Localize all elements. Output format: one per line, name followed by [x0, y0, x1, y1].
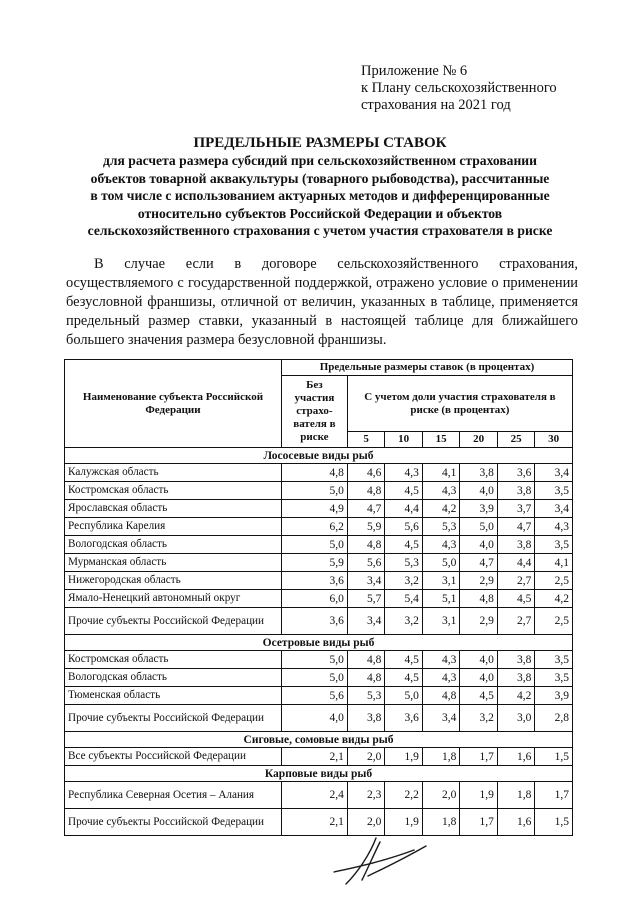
rate-value: 4,5 — [385, 669, 423, 687]
rate-base: 5,0 — [281, 536, 347, 554]
rate-value: 4,2 — [497, 687, 535, 705]
subtitle-line: объектов товарной аквакультуры (товарного рыбоводства), рассчитанные — [90, 170, 550, 186]
rate-value: 2,0 — [422, 782, 460, 809]
rate-value: 1,8 — [497, 782, 535, 809]
rate-value: 4,7 — [347, 500, 385, 518]
rate-value: 3,1 — [422, 572, 460, 590]
rate-value: 5,0 — [460, 518, 498, 536]
rate-value: 5,4 — [385, 590, 423, 608]
table-row — [65, 554, 573, 572]
rate-value: 4,4 — [497, 554, 535, 572]
rate-value: 4,8 — [347, 482, 385, 500]
subtitle-line: сельскохозяйственного страхования с учетом участия страхователя в риске — [87, 223, 553, 239]
rate-value: 3,8 — [497, 669, 535, 687]
header-share-10: 10 — [385, 432, 423, 448]
section-row — [65, 448, 573, 464]
rate-base: 3,6 — [281, 572, 347, 590]
rate-base: 2,1 — [281, 809, 347, 836]
rate-base: 5,9 — [281, 554, 347, 572]
subject-name: Все субъекты Российской Федерации — [65, 748, 282, 766]
rate-value: 2,5 — [535, 608, 573, 635]
rate-value: 4,3 — [422, 536, 460, 554]
signature-image — [318, 832, 430, 892]
rate-value: 4,3 — [535, 518, 573, 536]
table-row — [65, 608, 573, 635]
rate-value: 3,8 — [497, 482, 535, 500]
table-row — [65, 482, 573, 500]
rate-value: 3,6 — [385, 705, 423, 732]
rate-value: 5,1 — [422, 590, 460, 608]
rate-value: 4,8 — [422, 687, 460, 705]
rates-table-body — [65, 448, 573, 836]
rate-value: 2,9 — [460, 608, 498, 635]
subject-name: Тюменская область — [65, 687, 282, 705]
table-row — [65, 536, 573, 554]
table-row — [65, 782, 573, 809]
rate-value: 2,9 — [460, 572, 498, 590]
rate-value: 3,5 — [535, 482, 573, 500]
rate-value: 5,3 — [347, 687, 385, 705]
rate-value: 3,8 — [497, 536, 535, 554]
rate-value: 4,8 — [347, 651, 385, 669]
rate-value: 3,9 — [460, 500, 498, 518]
rate-value: 4,0 — [460, 482, 498, 500]
subject-name: Костромская область — [65, 482, 282, 500]
table-row — [65, 687, 573, 705]
rate-value: 1,8 — [422, 809, 460, 836]
rate-value: 1,7 — [535, 782, 573, 809]
rate-value: 3,1 — [422, 608, 460, 635]
rate-value: 4,5 — [497, 590, 535, 608]
table-row — [65, 651, 573, 669]
header-share-group: С учетом доли участия страхователя в риске (в процентах) — [347, 376, 572, 432]
header-share-20: 20 — [460, 432, 498, 448]
rate-value: 4,2 — [535, 590, 573, 608]
document-title: ПРЕДЕЛЬНЫЕ РАЗМЕРЫ СТАВОК — [193, 135, 447, 151]
rate-value: 1,6 — [497, 809, 535, 836]
rate-value: 5,3 — [422, 518, 460, 536]
rate-value: 4,5 — [460, 687, 498, 705]
rate-value: 4,0 — [460, 651, 498, 669]
table-row — [65, 705, 573, 732]
rate-value: 4,8 — [460, 590, 498, 608]
rate-base: 2,1 — [281, 748, 347, 766]
subject-name: Республика Карелия — [65, 518, 282, 536]
rate-value: 2,7 — [497, 608, 535, 635]
rate-value: 3,6 — [497, 464, 535, 482]
rate-base: 3,6 — [281, 608, 347, 635]
rate-value: 4,8 — [347, 669, 385, 687]
rate-base: 5,0 — [281, 651, 347, 669]
rate-value: 2,3 — [347, 782, 385, 809]
rate-base: 6,2 — [281, 518, 347, 536]
rate-value: 4,3 — [422, 651, 460, 669]
table-row — [65, 518, 573, 536]
rate-value: 1,8 — [422, 748, 460, 766]
rate-value: 1,7 — [460, 809, 498, 836]
rate-value: 2,0 — [347, 809, 385, 836]
subtitle-line: в том числе с использованием актуарных методов и дифференцированные — [90, 188, 550, 204]
section-title: Сиговые, сомовые виды рыб — [65, 732, 573, 748]
rate-value: 4,0 — [460, 669, 498, 687]
subject-name: Прочие субъекты Российской Федерации — [65, 705, 282, 732]
rate-value: 3,7 — [497, 500, 535, 518]
header-share-5: 5 — [347, 432, 385, 448]
rate-base: 5,0 — [281, 669, 347, 687]
header-base-rate: Без участия страхо-вателя в риске — [281, 376, 347, 448]
rate-value: 5,6 — [385, 518, 423, 536]
table-row — [65, 669, 573, 687]
rates-table — [64, 359, 573, 836]
header-share-15: 15 — [422, 432, 460, 448]
section-title: Осетровые виды рыб — [65, 635, 573, 651]
rate-base: 2,4 — [281, 782, 347, 809]
rate-value: 5,7 — [347, 590, 385, 608]
document-subtitle — [40, 152, 600, 240]
subject-name: Мурманская область — [65, 554, 282, 572]
rate-value: 4,2 — [422, 500, 460, 518]
section-title: Лососевые виды рыб — [65, 448, 573, 464]
subtitle-line: относительно субъектов Российской Федерации и объектов — [137, 205, 503, 221]
rate-base: 4,8 — [281, 464, 347, 482]
rate-value: 1,9 — [385, 809, 423, 836]
subject-name: Республика Северная Осетия – Алания — [65, 782, 282, 809]
subject-name: Вологодская область — [65, 669, 282, 687]
subject-name: Прочие субъекты Российской Федерации — [65, 608, 282, 635]
rate-value: 3,8 — [347, 705, 385, 732]
rate-value: 2,2 — [385, 782, 423, 809]
rate-value: 4,1 — [535, 554, 573, 572]
rate-value: 4,0 — [460, 536, 498, 554]
rate-value: 5,0 — [422, 554, 460, 572]
subtitle-line: для расчета размера субсидий при сельскохозяйственном страховании — [103, 153, 537, 168]
table-row — [65, 590, 573, 608]
rate-value: 4,8 — [347, 536, 385, 554]
rate-value: 4,7 — [497, 518, 535, 536]
rate-value: 5,3 — [385, 554, 423, 572]
rate-value: 1,6 — [497, 748, 535, 766]
section-row — [65, 766, 573, 782]
appendix-line-3: страхования на 2021 год — [361, 97, 511, 113]
rate-value: 3,5 — [535, 669, 573, 687]
rate-value: 5,0 — [385, 687, 423, 705]
appendix-line-2: к Плану сельскохозяйственного — [361, 80, 557, 96]
subject-name: Нижегородская область — [65, 572, 282, 590]
table-row — [65, 500, 573, 518]
header-subject-name: Наименование субъекта Российской Федерации — [65, 360, 282, 448]
rate-base: 5,0 — [281, 482, 347, 500]
rate-base: 4,9 — [281, 500, 347, 518]
subject-name: Калужская область — [65, 464, 282, 482]
section-title: Карповые виды рыб — [65, 766, 573, 782]
rate-value: 4,3 — [422, 669, 460, 687]
rate-value: 3,2 — [385, 572, 423, 590]
rate-value: 5,6 — [347, 554, 385, 572]
rate-value: 4,5 — [385, 651, 423, 669]
rate-value: 4,3 — [422, 482, 460, 500]
rate-value: 2,7 — [497, 572, 535, 590]
header-share-30: 30 — [535, 432, 573, 448]
rate-value: 4,5 — [385, 482, 423, 500]
rate-base: 5,6 — [281, 687, 347, 705]
rate-value: 3,5 — [535, 651, 573, 669]
appendix-line-1: Приложение № 6 — [361, 63, 468, 79]
section-row — [65, 635, 573, 651]
header-rate-group: Предельные размеры ставок (в процентах) — [281, 360, 572, 376]
rate-value: 4,7 — [460, 554, 498, 572]
table-row — [65, 748, 573, 766]
rate-value: 1,9 — [460, 782, 498, 809]
rate-value: 1,5 — [535, 748, 573, 766]
appendix-note — [361, 63, 557, 114]
intro-paragraph — [66, 255, 578, 350]
subject-name: Вологодская область — [65, 536, 282, 554]
rate-base: 4,0 — [281, 705, 347, 732]
rate-value: 3,4 — [535, 464, 573, 482]
rate-value: 2,8 — [535, 705, 573, 732]
rate-value: 3,4 — [347, 572, 385, 590]
rate-value: 3,4 — [422, 705, 460, 732]
rate-value: 3,5 — [535, 536, 573, 554]
rate-value: 4,3 — [385, 464, 423, 482]
subject-name: Прочие субъекты Российской Федерации — [65, 809, 282, 836]
rate-base: 6,0 — [281, 590, 347, 608]
rate-value: 3,4 — [347, 608, 385, 635]
rate-value: 3,2 — [385, 608, 423, 635]
rate-value: 4,6 — [347, 464, 385, 482]
section-row — [65, 732, 573, 748]
rate-value: 3,2 — [460, 705, 498, 732]
rate-value: 4,4 — [385, 500, 423, 518]
rate-value: 3,4 — [535, 500, 573, 518]
rate-value: 3,9 — [535, 687, 573, 705]
intro-text: В случае если в договоре сельскохозяйственного страхования, осуществляемого с государственной поддержкой, отражено условие о применении безусловной франшизы, отличной от величин, указанных в таблице, применяется предельный размер ставки, указанный в настоящей таблице для ближайшего большего значения размера безусловной франшизы. — [66, 256, 578, 348]
rate-value: 1,9 — [385, 748, 423, 766]
table-row — [65, 464, 573, 482]
rate-value: 3,8 — [497, 651, 535, 669]
rate-value: 4,1 — [422, 464, 460, 482]
rate-value: 2,0 — [347, 748, 385, 766]
subject-name: Костромская область — [65, 651, 282, 669]
table-row — [65, 572, 573, 590]
header-share-25: 25 — [497, 432, 535, 448]
subject-name: Ямало-Ненецкий автономный округ — [65, 590, 282, 608]
rate-value: 5,9 — [347, 518, 385, 536]
subject-name: Ярославская область — [65, 500, 282, 518]
rate-value: 2,5 — [535, 572, 573, 590]
rate-value: 3,8 — [460, 464, 498, 482]
rate-value: 4,5 — [385, 536, 423, 554]
rate-value: 3,0 — [497, 705, 535, 732]
rate-value: 1,7 — [460, 748, 498, 766]
rate-value: 1,5 — [535, 809, 573, 836]
